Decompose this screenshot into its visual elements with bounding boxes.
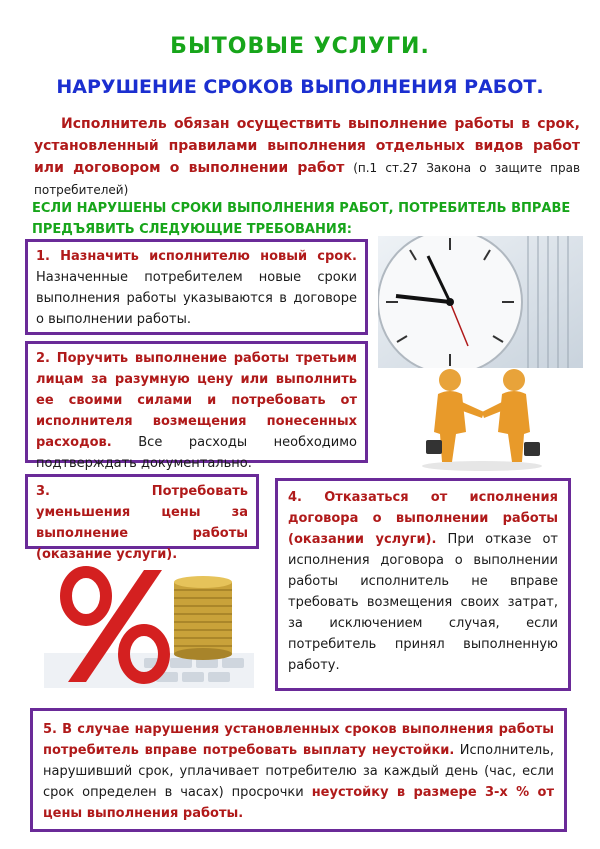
requirement-3-title: 3. Потребовать уменьшения цены за выполнение работы (оказание услуги). — [36, 484, 248, 562]
requirement-box-4 — [275, 478, 571, 691]
page-subtitle: НАРУШЕНИЕ СРОКОВ ВЫПОЛНЕНИЯ РАБОТ. — [56, 76, 544, 98]
requirements-heading: ЕСЛИ НАРУШЕНЫ СРОКИ ВЫПОЛНЕНИЯ РАБОТ, ПОТРЕБИТЕЛЬ ВПРАВЕ ПРЕДЪЯВИТЬ СЛЕДУЮЩИЕ ТРЕБОВАНИЯ: — [32, 201, 571, 237]
requirement-4-text: При отказе от исполнения договора о выполнении работы исполнитель не вправе требовать возмещения своих затрат, за исключением случая, если потребитель принял выполненную работу. — [288, 532, 559, 673]
requirement-box-3 — [25, 474, 259, 562]
requirement-box-1 — [25, 239, 368, 335]
clock-icon — [378, 236, 583, 368]
requirement-box-2 — [25, 341, 368, 471]
intro-law-reference: (п.1 ст.27 Закона о защите прав потребителей) — [34, 161, 581, 197]
requirement-1-text: Назначенные потребителем новые сроки выполнения работы указываются в договоре о выполнении работы. — [36, 270, 357, 327]
requirement-1-title: 1. Назначить исполнителю новый срок. — [36, 249, 357, 264]
requirement-box-5 — [30, 708, 567, 832]
requirement-5-penalty: неустойку в размере 3-х % от цены выполнения работы. — [43, 785, 554, 821]
requirement-2-text: Все расходы необходимо подтверждать документально. — [36, 435, 357, 471]
requirement-5-text: Исполнитель, нарушивший срок, уплачивает потребителю за каждый день (час, если срок определен в часах) просрочки — [43, 743, 555, 800]
requirement-4-title: 4. Отказаться от исполнения договора о выполнении работы (оказании услуги). — [288, 490, 558, 547]
requirement-5-title: 5. В случае нарушения установленных сроков выполнения работы потребитель вправе потребовать выплату неустойки. — [43, 722, 554, 758]
percent-coins-icon — [44, 558, 254, 688]
page-title: БЫТОВЫЕ УСЛУГИ. — [170, 34, 430, 59]
requirement-2-title: 2. Поручить выполнение работы третьим лицам за разумную цену или выполнить ее своими силами и потребовать от исполнителя возмещения понесенных расходов. — [36, 351, 357, 450]
intro-bold: Исполнитель обязан осуществить выполнение работы в срок, установленный правилами выполнения отдельных видов работ или договором о выполнении работ — [34, 116, 580, 176]
intro-paragraph — [34, 113, 580, 201]
handshake-icon — [412, 362, 552, 472]
